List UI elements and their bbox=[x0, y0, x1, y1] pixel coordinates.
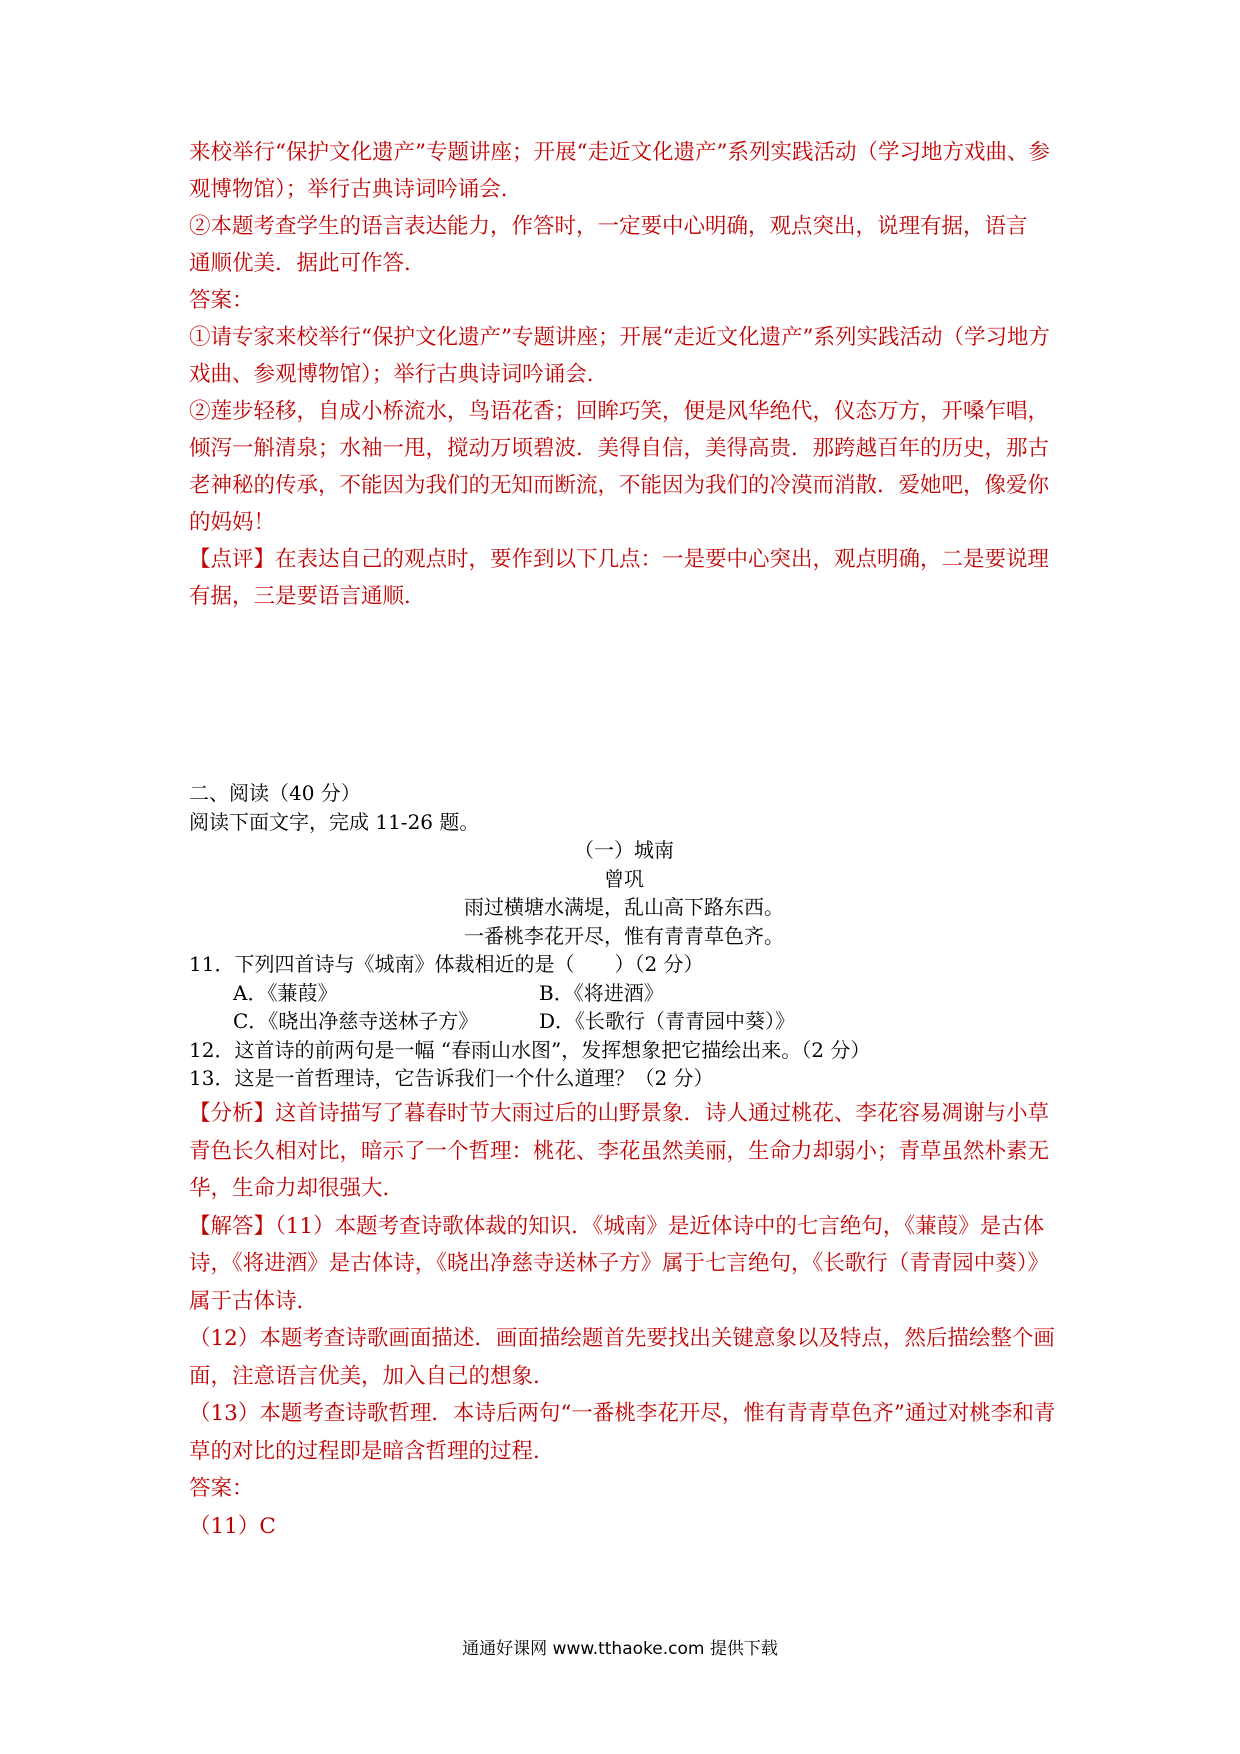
text-line: 观博物馆）；举行古典诗词吟诵会． bbox=[189, 177, 523, 202]
text-line: 诗，《将进酒》是古体诗，《晓出净慈寺送林子方》属于七言绝句，《长歌行（青青园中葵）》 bbox=[189, 1251, 1050, 1276]
text-line: ②莲步轻移，自成小桥流水，鸟语花香；回眸巧笑，便是风华绝代，仪态万方，开嗓乍唱， bbox=[189, 399, 1050, 424]
text-line: 戏曲、参观博物馆）；举行古典诗词吟诵会． bbox=[189, 362, 609, 387]
text-line: 答案： bbox=[189, 288, 254, 313]
text-line: 有据，三是要语言通顺． bbox=[189, 584, 426, 609]
text-line: （12）本题考查诗歌画面描述．画面描绘题首先要找出关键意象以及特点，然后描绘整个画 bbox=[189, 1326, 1055, 1351]
analysis-section bbox=[189, 1095, 1059, 1545]
text-line: 的妈妈！ bbox=[189, 510, 276, 535]
text-line: 答案： bbox=[189, 1476, 254, 1501]
poem-author: 曾巩 bbox=[604, 866, 644, 891]
text-line: 老神秘的传承，不能因为我们的无知而断流，不能因为我们的冷漠而消散．爱她吧，像爱你 bbox=[189, 473, 1050, 498]
option-d: D．《长歌行（青青园中葵）》 bbox=[539, 1009, 796, 1033]
text-line: ①请专家来校举行“保护文化遗产”专题讲座；开展“走近文化遗产”系列实践活动（学习地方 bbox=[189, 325, 1050, 350]
text-line: （11）C bbox=[189, 1513, 276, 1539]
text-line: 通顺优美．据此可作答． bbox=[189, 251, 426, 276]
text-line: 草的对比的过程即是暗含哲理的过程． bbox=[189, 1438, 555, 1464]
text-line: 倾泻一斛清泉；水袖一甩，搅动万顷碧波．美得自信，美得高贵．那跨越百年的历史，那古 bbox=[189, 436, 1050, 461]
instruction: 阅读下面文字，完成 11-26 题。 bbox=[189, 809, 480, 834]
option-b: B．《将进酒》 bbox=[539, 980, 664, 1005]
text-line: 华，生命力却很强大． bbox=[189, 1176, 405, 1201]
poem-title: （一）城南 bbox=[574, 838, 674, 862]
text-line: 属于古体诗． bbox=[189, 1288, 319, 1314]
text-line: 【解答】（11）本题考查诗歌体裁的知识．《城南》是近体诗中的七言绝句，《蒹葭》是古体 bbox=[189, 1213, 1045, 1239]
text-line: 【点评】在表达自己的观点时，要作到以下几点：一是要中心突出，观点明确，二是要说理 bbox=[189, 547, 1050, 572]
option-row bbox=[189, 979, 1059, 1008]
section-title: 二、阅读（40 分） bbox=[189, 781, 361, 805]
option-a: A．《蒹葭》 bbox=[233, 980, 338, 1005]
answer-section-top bbox=[189, 134, 1059, 615]
poem-line: 一番桃李花开尽，惟有青青草色齐。 bbox=[464, 923, 784, 948]
question-12: 12．这首诗的前两句是一幅 “春雨山水图”，发挥想象把它描绘出来。（2 分） bbox=[189, 1037, 871, 1062]
text-line: 青色长久相对比，暗示了一个哲理：桃花、李花虽然美丽，生命力却弱小；青草虽然朴素无 bbox=[189, 1138, 1050, 1164]
text-line: ②本题考查学生的语言表达能力，作答时，一定要中心明确，观点突出，说理有据，语言 bbox=[189, 214, 1028, 239]
text-line: 面，注意语言优美，加入自己的想象． bbox=[189, 1363, 555, 1389]
question-13: 13．这是一首哲理诗，它告诉我们一个什么道理？（2 分） bbox=[189, 1066, 714, 1090]
question-11: 11．下列四首诗与《城南》体裁相近的是（ ）（2 分） bbox=[189, 952, 704, 976]
text-line: 【分析】这首诗描写了暮春时节大雨过后的山野景象．诗人通过桃花、李花容易凋谢与小草 bbox=[189, 1101, 1050, 1126]
poem-line: 雨过横塘水满堤，乱山高下路东西。 bbox=[464, 895, 784, 919]
page-footer: 通通好课网 www.tthaoke.com 提供下载 bbox=[462, 1639, 778, 1659]
text-line: 来校举行“保护文化遗产”专题讲座；开展“走近文化遗产”系列实践活动（学习地方戏曲、参 bbox=[189, 140, 1050, 165]
option-c: C．《晓出净慈寺送林子方》 bbox=[233, 1009, 479, 1033]
text-line: （13）本题考查诗歌哲理．本诗后两句“一番桃李花开尽，惟有青青草色齐”通过对桃李和青 bbox=[189, 1401, 1056, 1426]
option-row bbox=[189, 1007, 1059, 1036]
reading-section bbox=[189, 779, 1059, 1093]
